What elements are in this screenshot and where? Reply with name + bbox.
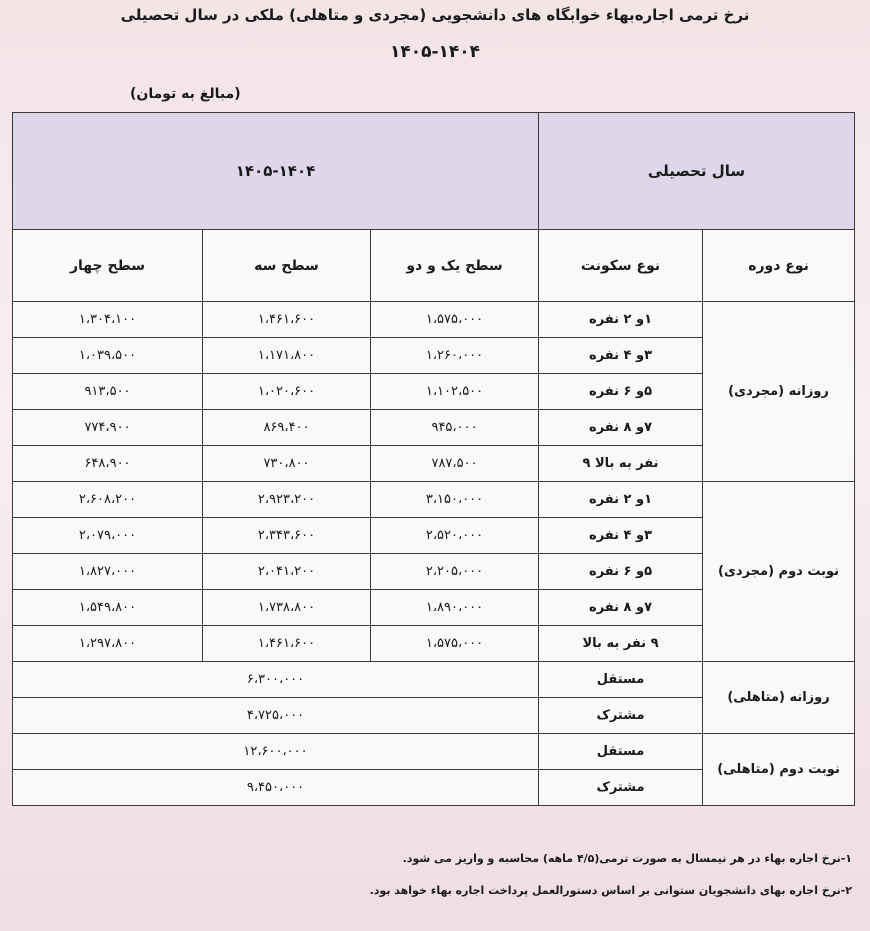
group-label: نوبت دوم (مجردی) xyxy=(703,482,855,662)
table-row xyxy=(13,734,855,770)
header-level12: سطح یک و دو xyxy=(371,230,539,302)
cell-level4: ۹۱۳،۵۰۰ xyxy=(13,374,203,410)
group-label: روزانه (متاهلی) xyxy=(703,662,855,734)
cell-level12: ۱،۱۰۲،۵۰۰ xyxy=(371,374,539,410)
cell-level3: ۸۶۹،۴۰۰ xyxy=(203,410,371,446)
cell-level3: ۲،۹۲۳،۲۰۰ xyxy=(203,482,371,518)
cell-level3: ۱،۷۳۸،۸۰۰ xyxy=(203,590,371,626)
cell-level12: ۱،۵۷۵،۰۰۰ xyxy=(371,302,539,338)
cell-residence: مستقل xyxy=(539,734,703,770)
cell-level3: ۱،۴۶۱،۶۰۰ xyxy=(203,626,371,662)
cell-level12: ۲،۵۲۰،۰۰۰ xyxy=(371,518,539,554)
note-2: ۲-نرخ اجاره بهای دانشجویان ستوانی بر اساس دستورالعمل پرداخت اجاره بهاء خواهد بود. xyxy=(369,884,852,897)
cell-level12: ۳،۱۵۰،۰۰۰ xyxy=(371,482,539,518)
cell-level12: ۱،۵۷۵،۰۰۰ xyxy=(371,626,539,662)
cell-residence: ۵و ۶ نفره xyxy=(539,374,703,410)
cell-married-value: ۹،۴۵۰،۰۰۰ xyxy=(13,770,539,806)
cell-residence: ۳و ۴ نفره xyxy=(539,338,703,374)
cell-level4: ۱،۳۰۴،۱۰۰ xyxy=(13,302,203,338)
cell-residence: ۹ نفر به بالا xyxy=(539,626,703,662)
cell-residence: ۱و ۲ نفره xyxy=(539,482,703,518)
cell-level3: ۷۳۰،۸۰۰ xyxy=(203,446,371,482)
cell-level12: ۱،۲۶۰،۰۰۰ xyxy=(371,338,539,374)
cell-residence: نفر به بالا ۹ xyxy=(539,446,703,482)
page-subtitle: ۱۴۰۵-۱۴۰۴ xyxy=(389,42,481,62)
cell-level4: ۱،۰۳۹،۵۰۰ xyxy=(13,338,203,374)
header-level4: سطح چهار xyxy=(13,230,203,302)
cell-residence: ۷و ۸ نفره xyxy=(539,590,703,626)
unit-note: (مبالغ به تومان) xyxy=(130,86,241,102)
cell-level3: ۱،۴۶۱،۶۰۰ xyxy=(203,302,371,338)
page-title: نرخ ترمی اجاره‌بهاء خوابگاه های دانشجویی (مجردی و متاهلی) ملکی در سال تحصیلی xyxy=(120,6,750,24)
cell-level4: ۲،۶۰۸،۲۰۰ xyxy=(13,482,203,518)
cell-residence: ۵و ۶ نفره xyxy=(539,554,703,590)
cell-level4: ۷۷۴،۹۰۰ xyxy=(13,410,203,446)
cell-level4: ۱،۲۹۷،۸۰۰ xyxy=(13,626,203,662)
cell-level4: ۶۴۸،۹۰۰ xyxy=(13,446,203,482)
cell-married-value: ۱۲،۶۰۰،۰۰۰ xyxy=(13,734,539,770)
year-value: ۱۴۰۵-۱۴۰۴ xyxy=(13,113,539,230)
header-level3: سطح سه xyxy=(203,230,371,302)
cell-residence: مشترک xyxy=(539,770,703,806)
rent-table xyxy=(12,112,855,806)
header-period: نوع دوره xyxy=(703,230,855,302)
cell-married-value: ۶،۳۰۰،۰۰۰ xyxy=(13,662,539,698)
cell-residence: ۷و ۸ نفره xyxy=(539,410,703,446)
table-row xyxy=(13,662,855,698)
group-label: روزانه (مجردی) xyxy=(703,302,855,482)
cell-level12: ۷۸۷،۵۰۰ xyxy=(371,446,539,482)
cell-residence: ۱و ۲ نفره xyxy=(539,302,703,338)
cell-level12: ۱،۸۹۰،۰۰۰ xyxy=(371,590,539,626)
cell-level4: ۲،۰۷۹،۰۰۰ xyxy=(13,518,203,554)
cell-level3: ۱،۰۲۰،۶۰۰ xyxy=(203,374,371,410)
cell-married-value: ۴،۷۲۵،۰۰۰ xyxy=(13,698,539,734)
cell-residence: ۳و ۴ نفره xyxy=(539,518,703,554)
cell-level3: ۲،۳۴۳،۶۰۰ xyxy=(203,518,371,554)
year-label: سال تحصیلی xyxy=(539,113,855,230)
group-label: نوبت دوم (متاهلی) xyxy=(703,734,855,806)
cell-level3: ۱،۱۷۱،۸۰۰ xyxy=(203,338,371,374)
cell-residence: مشترک xyxy=(539,698,703,734)
cell-level12: ۲،۲۰۵،۰۰۰ xyxy=(371,554,539,590)
table-row xyxy=(13,482,855,518)
cell-level4: ۱،۸۲۷،۰۰۰ xyxy=(13,554,203,590)
header-residence: نوع سکونت xyxy=(539,230,703,302)
cell-level12: ۹۴۵،۰۰۰ xyxy=(371,410,539,446)
cell-level4: ۱،۵۴۹،۸۰۰ xyxy=(13,590,203,626)
note-1: ۱-نرخ اجاره بهاء در هر نیمسال به صورت ترمی(۴/۵ ماهه) محاسبه و واریز می شود. xyxy=(402,852,852,865)
cell-residence: مستقل xyxy=(539,662,703,698)
cell-level3: ۲،۰۴۱،۲۰۰ xyxy=(203,554,371,590)
table-row xyxy=(13,302,855,338)
